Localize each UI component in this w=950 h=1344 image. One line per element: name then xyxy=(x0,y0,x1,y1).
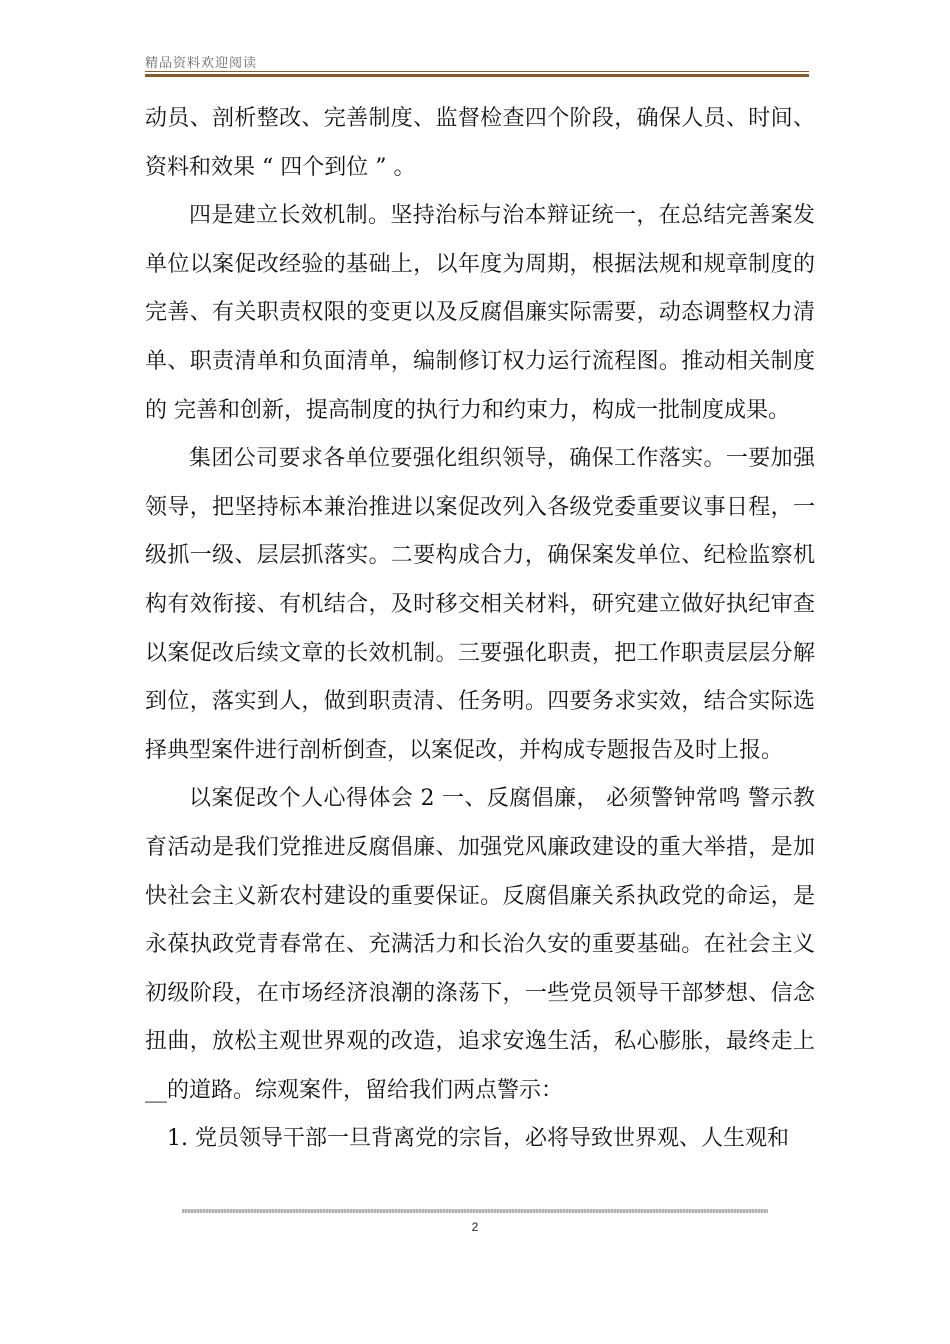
header-divider-thin xyxy=(145,71,809,72)
paragraph-continuation: 动员、剖析整改、完善制度、监督检查四个阶段，确保人员、时间、资料和效果 “ 四个到位 ” 。 xyxy=(145,106,815,180)
page-number: 2 xyxy=(471,1220,479,1234)
paragraph-long-term-mechanism: 四是建立长效机制。坚持治标与治本辩证统一，在总结完善案发单位以案促改经验的基础上，以年度为周期，根据法规和规章制度的完善、有关职责权限的变更以及反腐倡廉实际需要，动态调整权力清单、职责清单和负面清单，编制修订权力运行流程图。推动相关制度的 完善和创新，提高制度的执行力和约束力，构成一批制度成果。 xyxy=(145,203,815,423)
footer-divider xyxy=(182,1209,768,1213)
header-title: 精品资料欢迎阅读 xyxy=(145,56,258,71)
header-divider-thick xyxy=(145,74,809,77)
paragraph-group-requirements: 集团公司要求各单位要强化组织领导，确保工作落实。一要加强领导，把坚持标本兼治推进以案促改列入各级党委重要议事日程，一级抓一级、层层抓落实。二要构成合力，确保案发单位、纪检监察机构有效衔接、有机结合，及时移交相关材料，研究建立做好执纪审查以案促改后续文章的长效机制。三要强化职责，把工作职责层层分解到位，落实到人，做到职责清、任务明。四要务求实效，结合实际选择典型案件进行剖析倒查，以案促改，并构成专题报告及时上报。 xyxy=(145,446,815,763)
list-item-warning-1: 1. 党员领导干部一旦背离党的宗旨，必将导致世界观、人生观和 xyxy=(167,1126,789,1152)
document-body xyxy=(145,95,815,1164)
paragraph-personal-reflection: 以案促改个人心得体会 2 一、反腐倡廉， 必须警钟常鸣 警示教育活动是我们党推进反腐倡廉、加强党风廉政建设的重大举措，是加快社会主义新农村建设的重要保证。反腐倡廉关系执政党的命运，是永葆执政党青春常在、充满活力和长治久安的重要基础。在社会主义初级阶段，在市场经济浪潮的涤荡下，一些党员领导干部梦想、信念扭曲，放松主观世界观的改造，追求安逸生活，私心膨胀，最终走上 __的道路。综观案件，留给我们两点警示： xyxy=(145,786,815,1103)
